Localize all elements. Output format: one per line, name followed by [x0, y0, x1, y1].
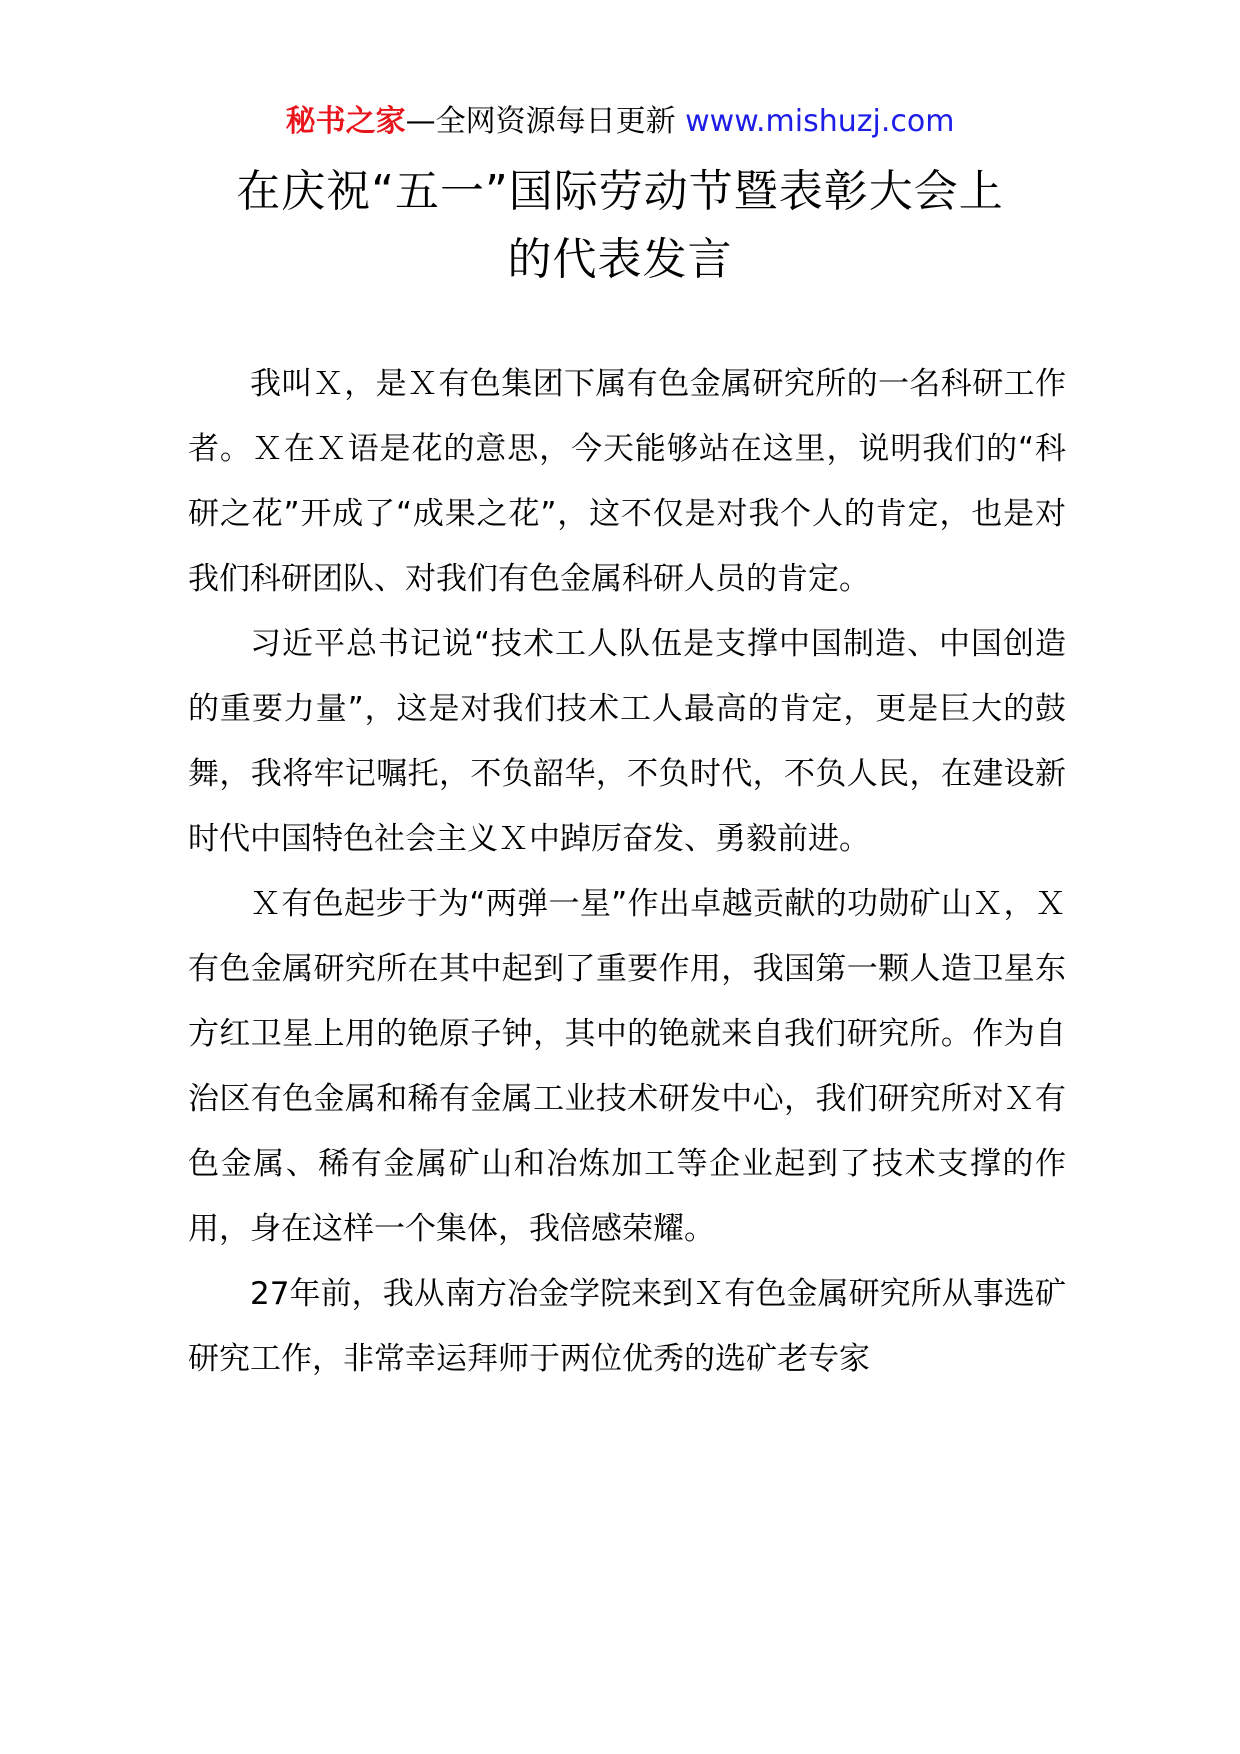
body-paragraph-4: 27年前，我从南方冶金学院来到Ｘ有色金属研究所从事选矿研究工作，非常幸运拜师于两位优秀的选矿老专家	[188, 1276, 1066, 1377]
document-title	[120, 158, 1120, 294]
document-body	[188, 352, 1066, 1392]
body-paragraph-3: Ｘ有色起步于为“两弹一星”作出卓越贡献的功勋矿山Ｘ，Ｘ有色金属研究所在其中起到了重要作用，我国第一颗人造卫星东方红卫星上用的铯原子钟，其中的铯就来自我们研究所。作为自治区有色金属和稀有金属工业技术研发中心，我们研究所对Ｘ有色金属、稀有金属矿山和冶炼加工等企业起到了技术支撑的作用，身在这样一个集体，我倍感荣耀。	[188, 886, 1066, 1247]
body-paragraph-2: 习近平总书记说“技术工人队伍是支撑中国制造、中国创造的重要力量”，这是对我们技术工人最高的肯定，更是巨大的鼓舞，我将牢记嘱托，不负韶华，不负时代，不负人民，在建设新时代中国特色社会主义Ｘ中踔厉奋发、勇毅前进。	[188, 626, 1066, 857]
body-paragraph-1: 我叫Ｘ，是Ｘ有色集团下属有色金属研究所的一名科研工作者。Ｘ在Ｘ语是花的意思，今天能够站在这里，说明我们的“科研之花”开成了“成果之花”，这不仅是对我个人的肯定，也是对我们科研团队、对我们有色金属科研人员的肯定。	[188, 366, 1066, 597]
site-brand: 秘书之家	[285, 104, 406, 139]
site-header	[0, 100, 1240, 144]
document-title-line-1: 在庆祝“五一”国际劳动节暨表彰大会上	[236, 166, 1004, 217]
site-url-link[interactable]: www.mishuzj.com	[685, 104, 955, 139]
site-tagline: —全网资源每日更新	[405, 104, 676, 139]
document-title-line-2: 的代表发言	[507, 234, 733, 285]
